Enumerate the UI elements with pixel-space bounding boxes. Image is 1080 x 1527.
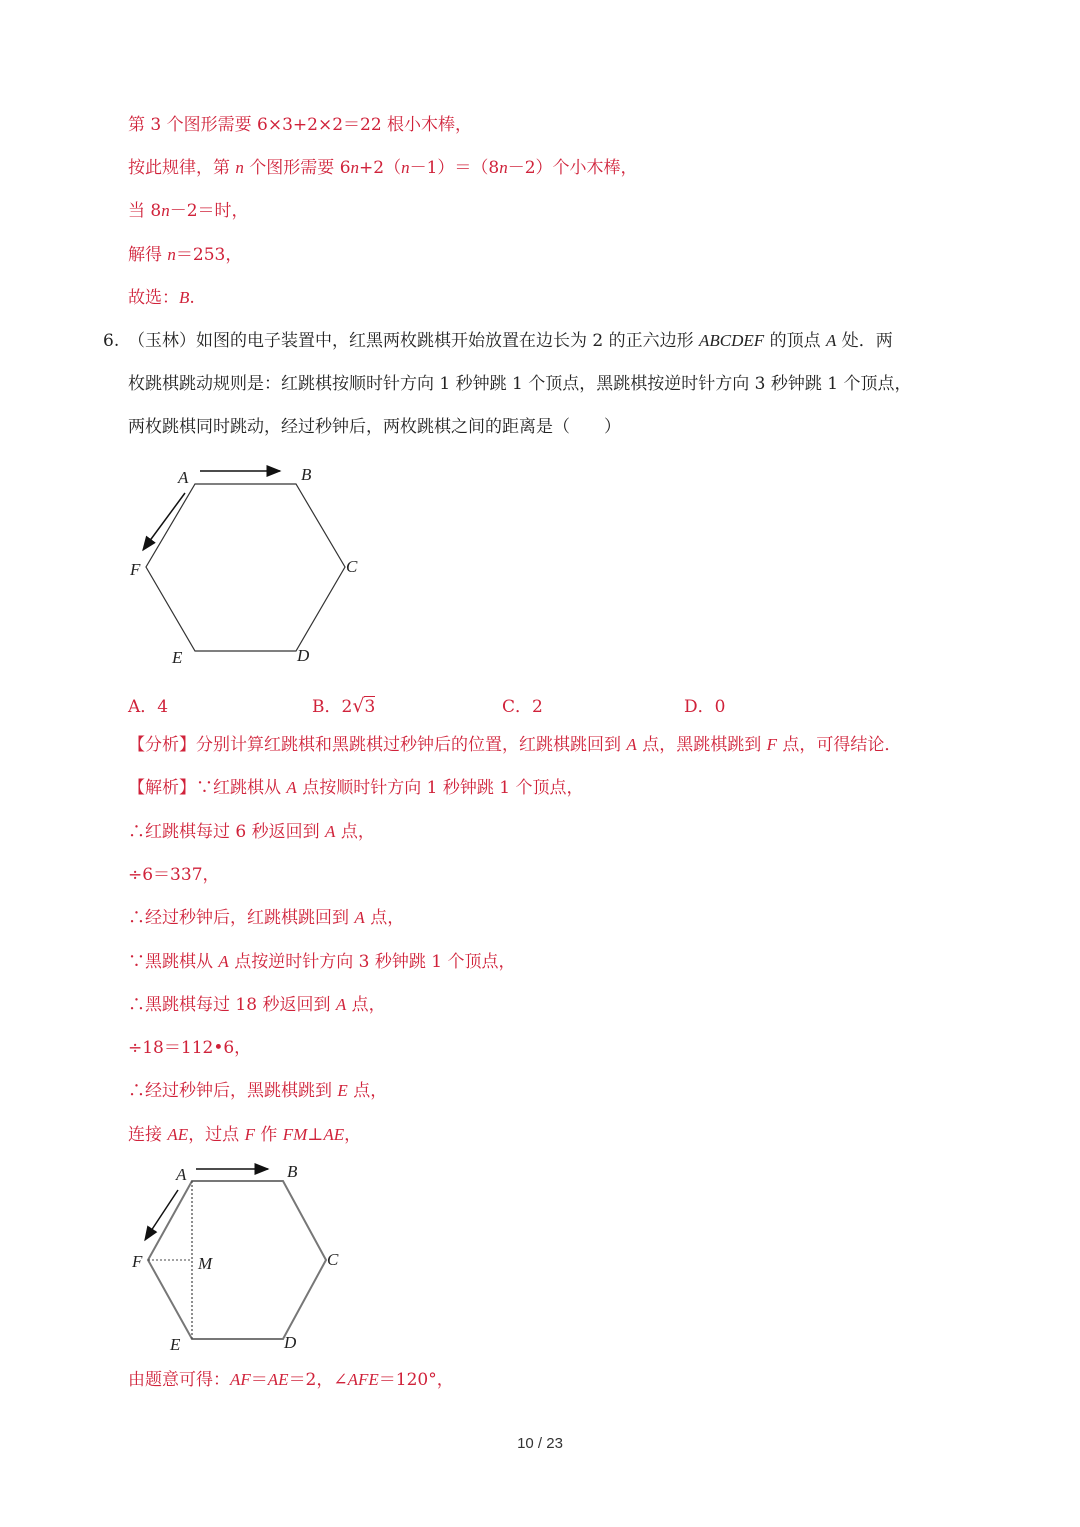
- vertex-label: C: [327, 1250, 339, 1269]
- text-run: 点，可得结论．: [777, 735, 902, 755]
- point-label-m: M: [198, 1254, 213, 1273]
- math-variable: A: [218, 951, 229, 971]
- math-variable: B: [179, 287, 190, 307]
- option-value: 0: [714, 697, 726, 717]
- text-run: 按此规律，第: [128, 158, 236, 179]
- text-run: +2（: [359, 158, 402, 179]
- text-run: ，过点: [188, 1124, 245, 1145]
- math-variable: A: [626, 735, 637, 754]
- vertex-label: A: [176, 1165, 187, 1184]
- hexagon: [148, 1181, 326, 1339]
- text-run: .: [189, 287, 195, 308]
- option-value: 4: [157, 697, 169, 717]
- math-variable: A: [826, 331, 837, 350]
- math-variable: AE: [323, 1124, 345, 1144]
- option-b: B．2√3: [312, 695, 376, 717]
- option-value: 2: [341, 697, 353, 717]
- hexagon-figure-2: [131, 1162, 339, 1354]
- vertex-label: C: [346, 557, 358, 576]
- text-run: －1）＝（8: [409, 158, 500, 179]
- math-variable: n: [350, 158, 360, 178]
- hexagon: [146, 484, 345, 651]
- text-run: （玉林）如图的电子装置中，红黑两枚跳棋开始放置在边长为 2 的正六边形: [128, 331, 700, 351]
- text-run: ∴经过秒钟后，红跳棋跳回到: [128, 908, 355, 929]
- math-variable: A: [325, 821, 336, 841]
- option-letter: B．: [312, 697, 342, 717]
- text-run: ∴红跳棋每过 6 秒返回到: [128, 821, 326, 842]
- math-variable: AF: [230, 1370, 251, 1389]
- math-variable: n: [167, 244, 176, 264]
- text-run: 点，: [364, 908, 405, 929]
- option-letter: A．: [128, 697, 158, 717]
- math-variable: F: [244, 1124, 255, 1144]
- math-variable: A: [286, 778, 297, 798]
- option-radicand: 3: [364, 697, 376, 717]
- text-run: －2）个小木棒，: [507, 158, 638, 179]
- text-run: 点，: [347, 1081, 388, 1102]
- text-run: 点按顺时针方向 1 秒钟跳 1 个顶点，: [296, 778, 584, 799]
- counterclockwise-arrow: [143, 493, 185, 550]
- math-variable: n: [401, 158, 410, 178]
- math-variable: A: [335, 994, 347, 1014]
- text-run: 当 8: [128, 201, 162, 222]
- text-run: ，: [344, 1124, 362, 1145]
- text-run: ÷18＝112•6，: [128, 1038, 252, 1059]
- text-run: ∴黑跳棋每过 18 秒返回到: [128, 994, 336, 1015]
- vertex-label: F: [132, 1252, 143, 1271]
- vertex-label: A: [178, 468, 189, 487]
- text-run: 解得: [128, 244, 168, 265]
- math-variable: AE: [267, 1370, 289, 1389]
- math-variable: n: [499, 158, 508, 178]
- math-variable: AFE: [347, 1370, 379, 1389]
- text-run: 作: [254, 1124, 283, 1145]
- text-run: ÷6＝337，: [128, 864, 220, 885]
- text-run: ＝120°，: [378, 1370, 454, 1390]
- text-run: ＝: [250, 1370, 268, 1390]
- math-variable: FM: [282, 1124, 308, 1144]
- text-run: ＝253，: [175, 244, 243, 265]
- vertex-label: B: [301, 465, 312, 484]
- text-run: 【解析】∵红跳棋从: [128, 778, 287, 799]
- math-variable: n: [161, 201, 170, 221]
- option-letter: D．: [684, 697, 715, 717]
- text-run: 枚跳棋跳动规则是：红跳棋按顺时针方向 1 秒钟跳 1 个顶点，黑跳棋按逆时针方向 3 秒钟跳 1 个顶点，: [128, 374, 912, 395]
- math-variable: ABCDEF: [699, 331, 765, 350]
- text-run: 连接: [128, 1124, 168, 1145]
- hexagon-figure-1: [129, 465, 358, 667]
- vertex-label: E: [170, 1335, 181, 1354]
- page-number: 10 / 23: [517, 1435, 563, 1452]
- math-variable: E: [337, 1081, 348, 1101]
- text-run: ∴经过秒钟后，黑跳棋跳到: [128, 1081, 338, 1102]
- text-run: 由题意可得：: [128, 1370, 230, 1390]
- text-run: ＝2，∠: [288, 1370, 348, 1390]
- vertex-label: F: [130, 560, 141, 579]
- math-variable: F: [766, 735, 777, 754]
- option-letter: C．: [502, 697, 533, 717]
- math-variable: AE: [167, 1124, 189, 1144]
- text-run: 【分析】分别计算红跳棋和黑跳棋过秒钟后的位置，红跳棋跳回到: [128, 735, 627, 755]
- text-run: ⊥: [307, 1124, 324, 1145]
- vertex-label: E: [172, 648, 183, 667]
- text-run: 故选：: [128, 287, 179, 308]
- vertex-label: D: [297, 646, 310, 665]
- vertex-label: D: [284, 1333, 297, 1352]
- text-run: －2＝时，: [169, 201, 249, 222]
- text-run: 点，黑跳棋跳到: [636, 735, 767, 755]
- option-value: 2: [532, 697, 543, 717]
- math-variable: A: [354, 908, 365, 928]
- text-run: 两枚跳棋同时跳动，经过秒钟后，两枚跳棋之间的距离是（ ）: [128, 417, 621, 438]
- math-variable: n: [235, 158, 244, 178]
- text-run: 点，: [346, 994, 386, 1015]
- text-run: 个图形需要 6: [243, 158, 351, 179]
- vertex-label: B: [287, 1162, 298, 1181]
- text-run: ∵黑跳棋从: [128, 951, 219, 972]
- text-run: 点按逆时针方向 3 秒钟跳 1 个顶点，: [228, 951, 516, 972]
- question-number: 6.: [103, 331, 120, 351]
- text-run: 的顶点: [764, 331, 826, 351]
- text-run: 处．两: [836, 331, 893, 351]
- text-run: 点，: [335, 821, 375, 842]
- text-run: 第 3 个图形需要 6×3+2×2＝22 根小木棒，: [128, 115, 473, 135]
